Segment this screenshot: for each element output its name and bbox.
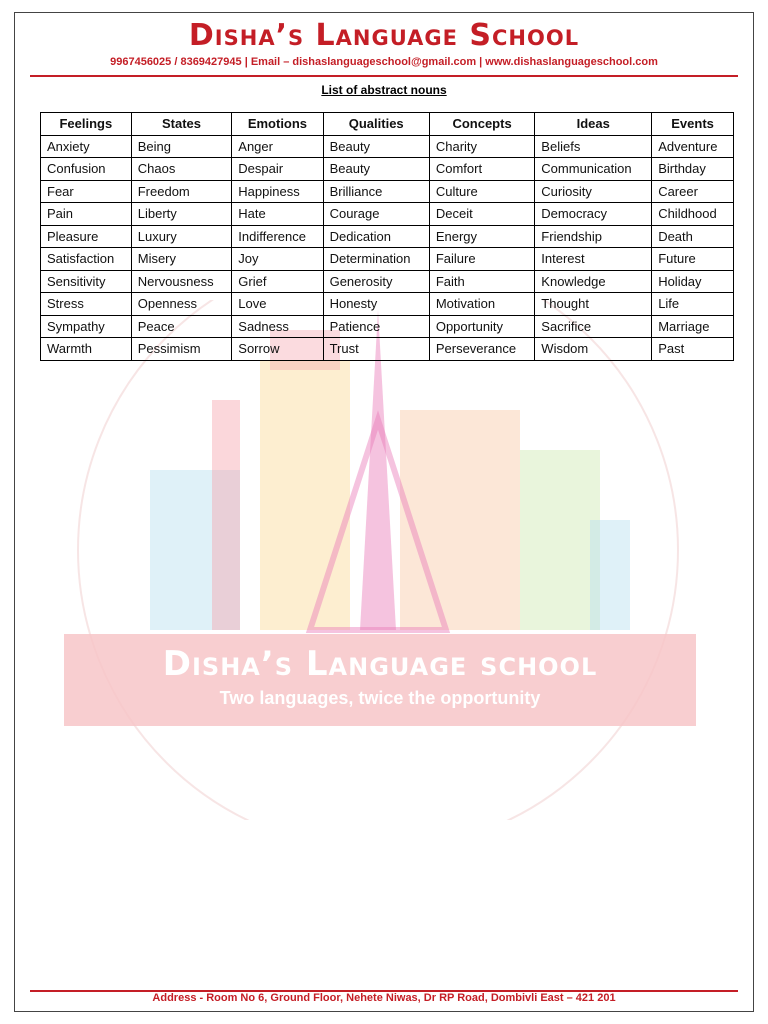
table-cell: Brilliance bbox=[323, 180, 429, 203]
table-cell: Beauty bbox=[323, 158, 429, 181]
table-cell: Pleasure bbox=[41, 225, 132, 248]
table-cell: Perseverance bbox=[429, 338, 534, 361]
table-cell: Opportunity bbox=[429, 315, 534, 338]
table-row bbox=[41, 315, 734, 338]
table-cell: Despair bbox=[232, 158, 323, 181]
table-cell: Sympathy bbox=[41, 315, 132, 338]
table-cell: Curiosity bbox=[535, 180, 652, 203]
table-row bbox=[41, 225, 734, 248]
table-cell: Sorrow bbox=[232, 338, 323, 361]
table-cell: Culture bbox=[429, 180, 534, 203]
table-cell: Peace bbox=[131, 315, 232, 338]
contact-line: 9967456025 / 8369427945 | Email – dishaslanguageschool@gmail.com | www.dishaslanguageschool.com bbox=[110, 56, 658, 68]
table-cell: Birthday bbox=[652, 158, 734, 181]
school-title: Disha’s Language School bbox=[188, 18, 580, 53]
table-cell: Charity bbox=[429, 135, 534, 158]
table-cell: Death bbox=[652, 225, 734, 248]
table-cell: Warmth bbox=[41, 338, 132, 361]
table-cell: Chaos bbox=[131, 158, 232, 181]
table-cell: Failure bbox=[429, 248, 534, 271]
table-cell: Freedom bbox=[131, 180, 232, 203]
table-cell: Anger bbox=[232, 135, 323, 158]
table-row bbox=[41, 270, 734, 293]
table-row bbox=[41, 158, 734, 181]
table-cell: Holiday bbox=[652, 270, 734, 293]
table-cell: Indifference bbox=[232, 225, 323, 248]
header-rule bbox=[30, 75, 738, 77]
table-cell: Satisfaction bbox=[41, 248, 132, 271]
table-cell: Generosity bbox=[323, 270, 429, 293]
table-cell: Honesty bbox=[323, 293, 429, 316]
table-cell: Hate bbox=[232, 203, 323, 226]
column-header: Ideas bbox=[535, 113, 652, 136]
table-cell: Nervousness bbox=[131, 270, 232, 293]
table-row bbox=[41, 180, 734, 203]
table-cell: Knowledge bbox=[535, 270, 652, 293]
table-cell: Determination bbox=[323, 248, 429, 271]
watermark-banner bbox=[64, 634, 696, 726]
watermark-tagline: Two languages, twice the opportunity bbox=[219, 688, 541, 708]
table-cell: Luxury bbox=[131, 225, 232, 248]
table-cell: Beliefs bbox=[535, 135, 652, 158]
table-cell: Sensitivity bbox=[41, 270, 132, 293]
table-cell: Stress bbox=[41, 293, 132, 316]
column-header: Concepts bbox=[429, 113, 534, 136]
watermark-skyline bbox=[70, 300, 686, 820]
table-cell: Future bbox=[652, 248, 734, 271]
watermark-title: Disha’s Language school bbox=[162, 644, 598, 684]
table-cell: Pain bbox=[41, 203, 132, 226]
table-cell: Comfort bbox=[429, 158, 534, 181]
table-cell: Friendship bbox=[535, 225, 652, 248]
table-row bbox=[41, 248, 734, 271]
table-row bbox=[41, 293, 734, 316]
abstract-nouns-table bbox=[40, 112, 734, 361]
table-cell: Life bbox=[652, 293, 734, 316]
table-cell: Grief bbox=[232, 270, 323, 293]
table-cell: Career bbox=[652, 180, 734, 203]
table-cell: Faith bbox=[429, 270, 534, 293]
column-header: States bbox=[131, 113, 232, 136]
table-cell: Beauty bbox=[323, 135, 429, 158]
table-cell: Openness bbox=[131, 293, 232, 316]
table-cell: Energy bbox=[429, 225, 534, 248]
table-cell: Sadness bbox=[232, 315, 323, 338]
footer-address: Address - Room No 6, Ground Floor, Nehete Niwas, Dr RP Road, Dombivli East – 421 201 bbox=[152, 992, 616, 1004]
table-cell: Love bbox=[232, 293, 323, 316]
column-header: Feelings bbox=[41, 113, 132, 136]
table-row bbox=[41, 338, 734, 361]
table-cell: Childhood bbox=[652, 203, 734, 226]
table-cell: Pessimism bbox=[131, 338, 232, 361]
table-cell: Misery bbox=[131, 248, 232, 271]
table-row bbox=[41, 135, 734, 158]
table-cell: Democracy bbox=[535, 203, 652, 226]
table-cell: Happiness bbox=[232, 180, 323, 203]
table-cell: Dedication bbox=[323, 225, 429, 248]
table-cell: Adventure bbox=[652, 135, 734, 158]
column-header: Emotions bbox=[232, 113, 323, 136]
table-cell: Confusion bbox=[41, 158, 132, 181]
table-cell: Marriage bbox=[652, 315, 734, 338]
column-header: Events bbox=[652, 113, 734, 136]
table-cell: Trust bbox=[323, 338, 429, 361]
table-cell: Wisdom bbox=[535, 338, 652, 361]
document-subtitle: List of abstract nouns bbox=[321, 83, 447, 97]
table-cell: Sacrifice bbox=[535, 315, 652, 338]
table-cell: Thought bbox=[535, 293, 652, 316]
table-cell: Joy bbox=[232, 248, 323, 271]
table-cell: Courage bbox=[323, 203, 429, 226]
table-cell: Anxiety bbox=[41, 135, 132, 158]
table-cell: Deceit bbox=[429, 203, 534, 226]
table-cell: Motivation bbox=[429, 293, 534, 316]
table-cell: Liberty bbox=[131, 203, 232, 226]
table-header-row bbox=[41, 113, 734, 136]
table-cell: Communication bbox=[535, 158, 652, 181]
table-cell: Interest bbox=[535, 248, 652, 271]
column-header: Qualities bbox=[323, 113, 429, 136]
table-cell: Past bbox=[652, 338, 734, 361]
table-cell: Patience bbox=[323, 315, 429, 338]
table-cell: Fear bbox=[41, 180, 132, 203]
table-row bbox=[41, 203, 734, 226]
table-cell: Being bbox=[131, 135, 232, 158]
